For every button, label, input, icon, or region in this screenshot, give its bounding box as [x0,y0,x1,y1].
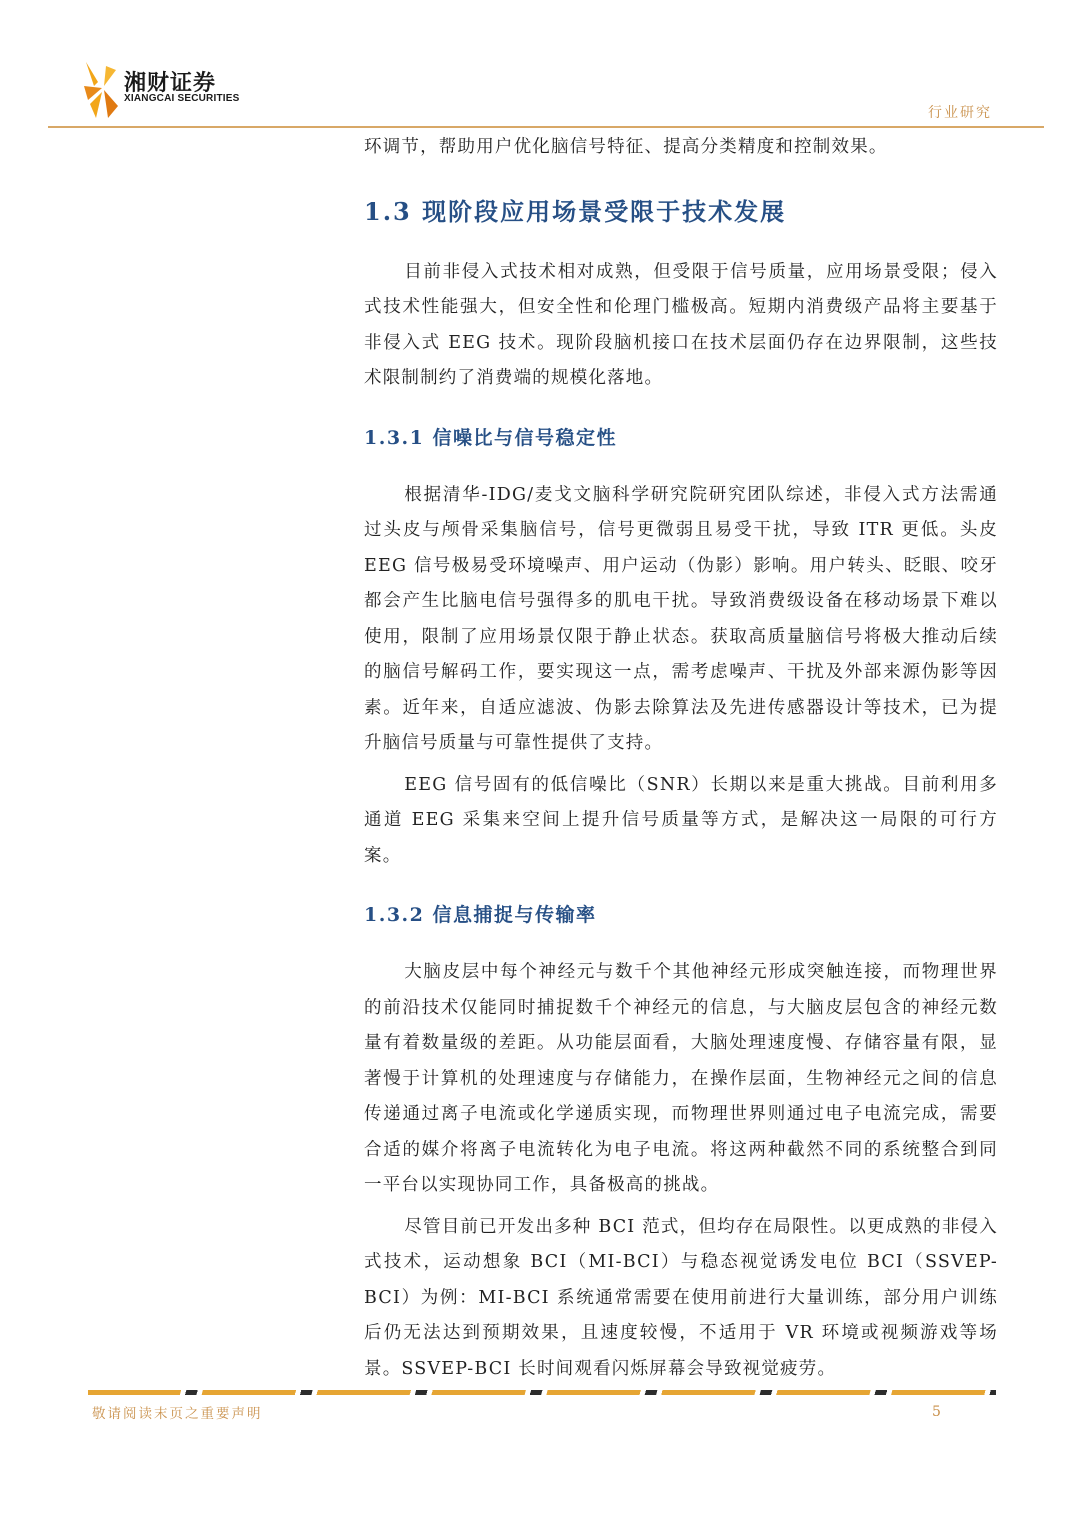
subsection-1-paragraph-2: EEG 信号固有的低信噪比（SNR）长期以来是重大挑战。目前利用多通道 EEG 采集来空间上提升信号质量等方式，是解决这一局限的可行方案。 [364,774,998,866]
report-category-label: 行业研究 [928,105,992,121]
logo-company-name: 湘财证券 [124,71,217,96]
paragraph-continuation: 环调节，帮助用户优化脑信号特征、提高分类精度和控制效果。 [364,137,888,157]
xiangcai-logo-icon [82,60,122,120]
subsection-heading-1: 1.3.1 信噪比与信号稳定性 [364,426,618,449]
footer-disclaimer: 敬请阅读末页之重要声明 [92,1406,263,1422]
section-heading: 1.3 现阶段应用场景受限于技术发展 [364,196,787,226]
subsection-heading-2: 1.3.2 信息捕捉与传输率 [364,904,597,926]
subsection-2-paragraph-1: 大脑皮层中每个神经元与数千个其他神经元形成突触连接，而物理世界的前沿技术仅能同时捕捉数千个神经元的信息，与大脑皮层包含的神经元数量有着数量级的差距。从功能层面看，大脑处理速度慢、存储容量有限，显著慢于计算机的处理速度与存储能力，在操作层面，生物神经元之间的信息传递通过离子电流或化学递质实现，而物理世界则通过电子电流完成，需要合适的媒介将离子电流转化为电子电流。将这两种截然不同的系统整合到同一平台以实现协同工作，具备极高的挑战。 [364,962,998,1195]
footer-decorative-bar [88,1390,996,1395]
subsection-2-paragraph-2: 尽管目前已开发出多种 BCI 范式，但均存在局限性。以更成熟的非侵入式技术，运动想象 BCI（MI-BCI）与稳态视觉诱发电位 BCI（SSVEP-BCI）为例：MI-BCI 系统通常需要在使用前进行大量训练，部分用户训练后仍无法达到预期效果，且速度较慢，不适用于 VR 环境或视频游戏等场景。SSVEP-BCI 长时间观看闪烁屏幕会导致视觉疲劳。 [364,1216,998,1379]
page-number: 5 [932,1404,941,1420]
company-logo [82,60,242,120]
logo-company-english-name: XIANGCAI SECURITIES [124,93,240,104]
section-paragraph: 目前非侵入式技术相对成熟，但受限于信号质量，应用场景受限；侵入式技术性能强大，但安全性和伦理门槛极高。短期内消费级产品将主要基于非侵入式 EEG 技术。现阶段脑机接口在技术层面仍存在边界限制，这些技术限制制约了消费端的规模化落地。 [364,261,998,388]
report-body [364,128,998,1387]
subsection-1-paragraph-1: 根据清华-IDG/麦戈文脑科学研究院研究团队综述，非侵入式方法需通过头皮与颅骨采集脑信号，信号更微弱且易受干扰，导致 ITR 更低。头皮 EEG 信号极易受环境噪声、用户运动（伪影）影响。用户转头、眨眼、咬牙都会产生比脑电信号强得多的肌电干扰。导致消费级设备在移动场景下难以使用，限制了应用场景仅限于静止状态。获取高质量脑信号将极大推动后续的脑信号解码工作，要实现这一点，需考虑噪声、干扰及外部来源伪影等因素。近年来，自适应滤波、伪影去除算法及先进传感器设计等技术，已为提升脑信号质量与可靠性提供了支持。 [364,484,998,753]
